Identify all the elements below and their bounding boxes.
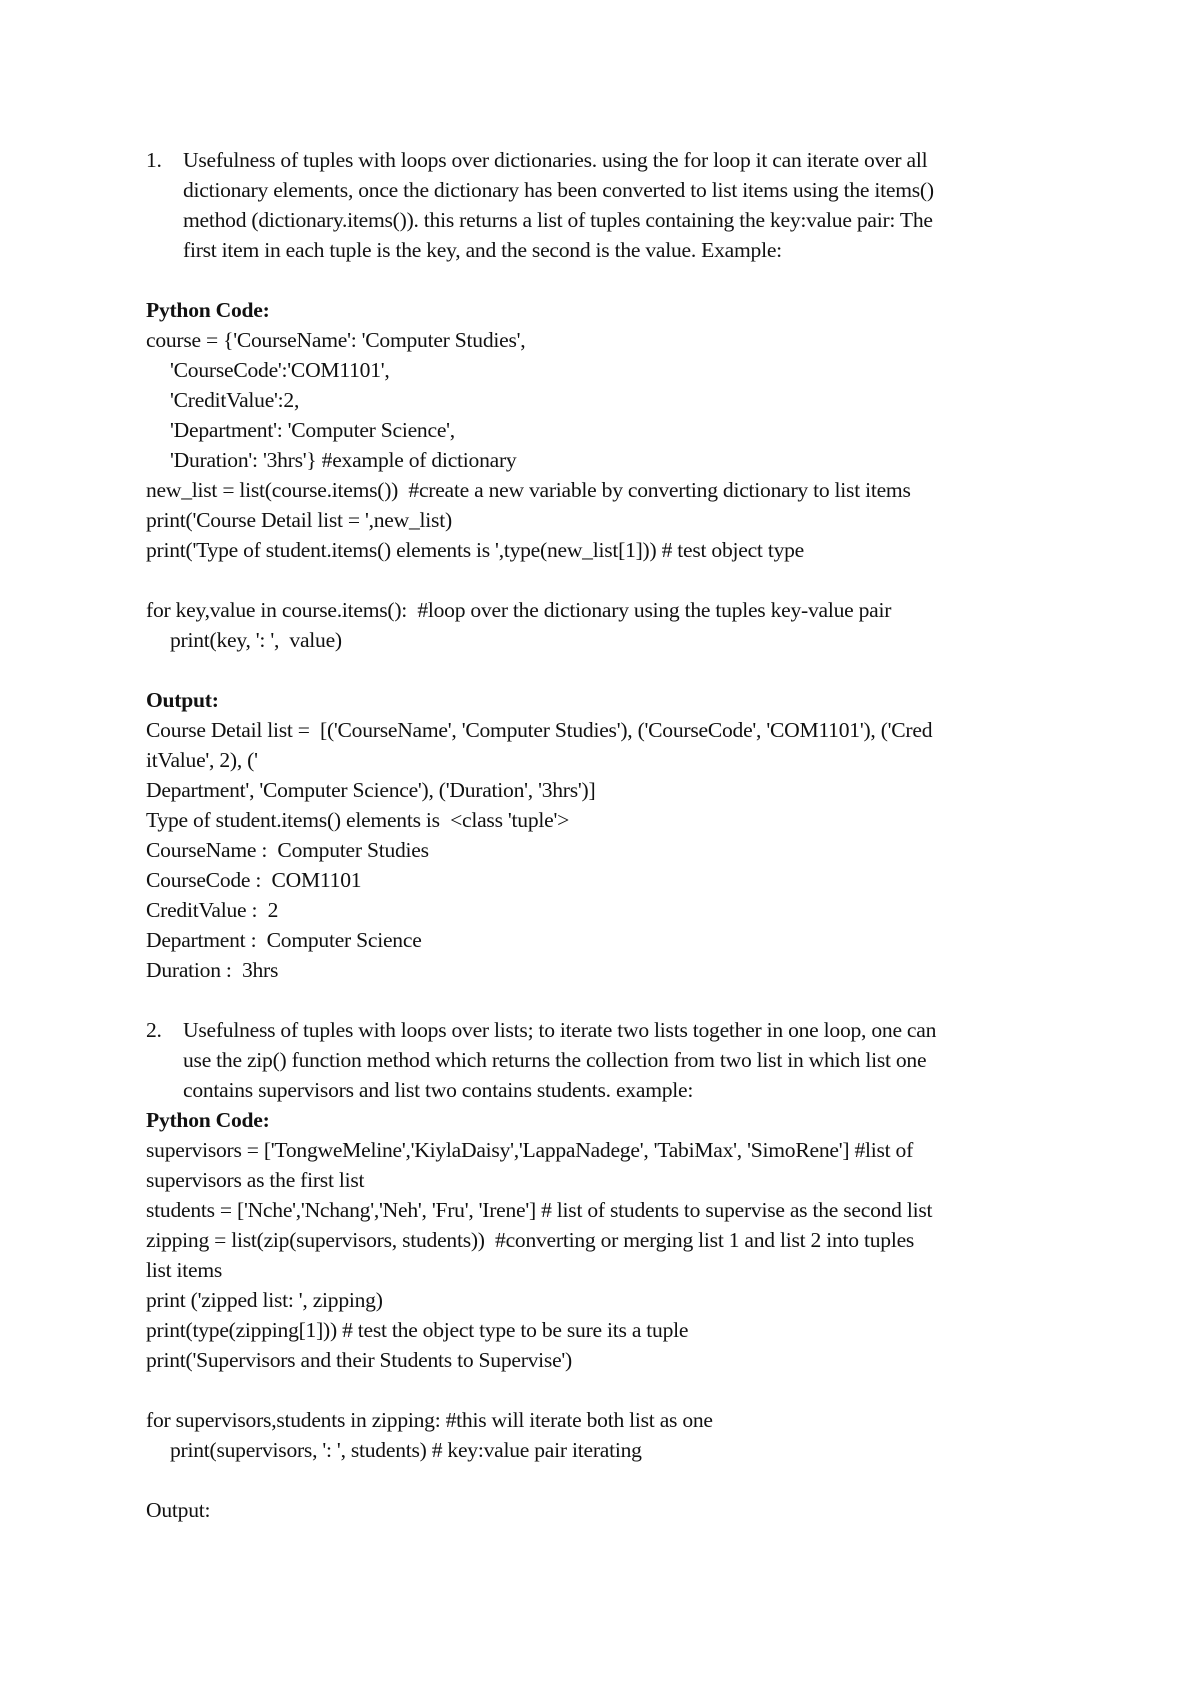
code-line: 'CreditValue':2, <box>170 388 300 412</box>
output-line: Type of student.items() elements is <class 'tuple'> <box>146 808 570 832</box>
output-line: CourseName : Computer Studies <box>146 838 429 862</box>
list-item-text <box>183 145 1076 265</box>
code-line: print(type(zipping[1])) # test the object type to be sure its a tuple <box>146 1318 689 1342</box>
output-line: Department : Computer Science <box>146 928 422 952</box>
paragraph-line: first item in each tuple is the key, and the second is the value. Example: <box>183 238 782 262</box>
list-number: 1. <box>146 148 162 172</box>
blank-line <box>146 1375 1076 1405</box>
list-number: 2. <box>146 1018 162 1042</box>
output-heading: Output: <box>146 1498 211 1522</box>
code-line: supervisors = ['TongweMeline','KiylaDaisy','LappaNadege', 'TabiMax', 'SimoRene'] #list of <box>146 1138 914 1162</box>
paragraph-line: method (dictionary.items()). this returns a list of tuples containing the key:value pair: The <box>183 208 933 232</box>
output-line: CourseCode : COM1101 <box>146 868 362 892</box>
code-line: print('Course Detail list = ',new_list) <box>146 508 452 532</box>
code-line: new_list = list(course.items()) #create a new variable by converting dictionary to list items <box>146 478 911 502</box>
python-code-heading: Python Code: <box>146 1108 270 1132</box>
code-line: 'CourseCode':'COM1101', <box>170 358 390 382</box>
output-line: Department', 'Computer Science'), ('Duration', '3hrs')] <box>146 778 596 802</box>
code-line: list items <box>146 1258 223 1282</box>
code-line: for supervisors,students in zipping: #this will iterate both list as one <box>146 1408 713 1432</box>
paragraph-line: use the zip() function method which returns the collection from two list in which list one <box>183 1048 927 1072</box>
code-line: students = ['Nche','Nchang','Neh', 'Fru', 'Irene'] # list of students to supervise as the second list <box>146 1198 933 1222</box>
paragraph-line: Usefulness of tuples with loops over lists; to iterate two lists together in one loop, one can <box>183 1018 937 1042</box>
list-item-2 <box>146 1015 1076 1105</box>
python-code-heading: Python Code: <box>146 298 270 322</box>
paragraph-line: Usefulness of tuples with loops over dictionaries. using the for loop it can iterate over all <box>183 148 928 172</box>
output-line: CreditValue : 2 <box>146 898 279 922</box>
output-line: Duration : 3hrs <box>146 958 279 982</box>
code-line: print('Supervisors and their Students to Supervise') <box>146 1348 573 1372</box>
code-line: for key,value in course.items(): #loop over the dictionary using the tuples key-value pair <box>146 598 892 622</box>
code-line: print(key, ': ', value) <box>170 628 342 652</box>
document-body <box>146 145 1076 1525</box>
list-item-text <box>183 1015 1076 1105</box>
output-line: Course Detail list = [('CourseName', 'Computer Studies'), ('CourseCode', 'COM1101'), ('Cred <box>146 718 933 742</box>
blank-line <box>146 1465 1076 1495</box>
output-line: itValue', 2), (' <box>146 748 258 772</box>
blank-line <box>146 565 1076 595</box>
code-line: zipping = list(zip(supervisors, students)) #converting or merging list 1 and list 2 into tuples <box>146 1228 915 1252</box>
paragraph-line: contains supervisors and list two contains students. example: <box>183 1078 694 1102</box>
code-line: supervisors as the first list <box>146 1168 365 1192</box>
code-line: 'Department': 'Computer Science', <box>170 418 455 442</box>
code-line: print ('zipped list: ', zipping) <box>146 1288 383 1312</box>
blank-line <box>146 265 1076 295</box>
code-line: course = {'CourseName': 'Computer Studies', <box>146 328 526 352</box>
code-line: print('Type of student.items() elements is ',type(new_list[1])) # test object type <box>146 538 805 562</box>
blank-line <box>146 985 1076 1015</box>
paragraph-line: dictionary elements, once the dictionary has been converted to list items using the items() <box>183 178 934 202</box>
output-heading: Output: <box>146 688 219 712</box>
blank-line <box>146 655 1076 685</box>
list-item-1 <box>146 145 1076 265</box>
code-line: 'Duration': '3hrs'} #example of dictionary <box>170 448 517 472</box>
code-line: print(supervisors, ': ', students) # key:value pair iterating <box>170 1438 642 1462</box>
